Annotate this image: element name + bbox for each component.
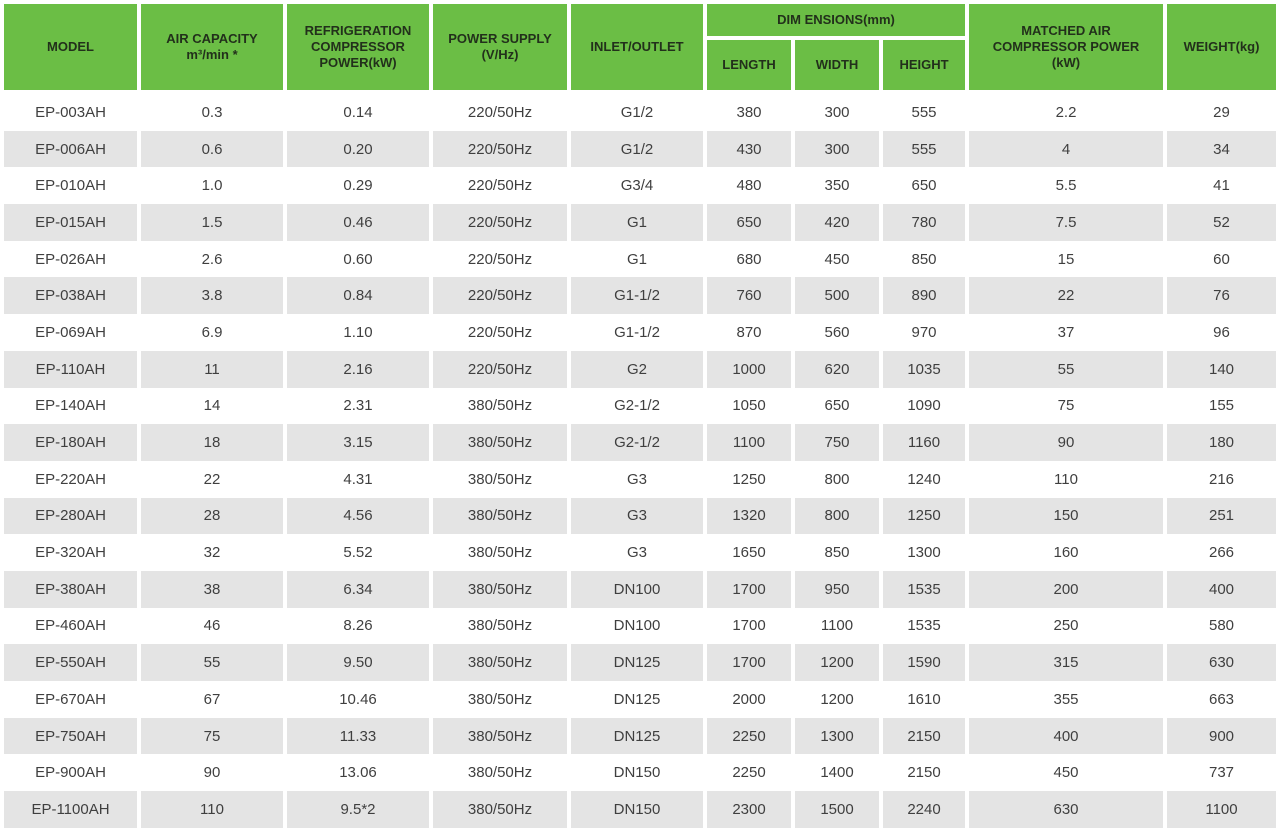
table-row <box>4 424 1276 461</box>
cell-width: 560 <box>795 314 879 351</box>
cell-model: EP-003AH <box>4 94 137 131</box>
cell-power-supply: 380/50Hz <box>433 424 567 461</box>
cell-refrigeration-power: 0.46 <box>287 204 429 241</box>
cell-power-supply: 380/50Hz <box>433 791 567 828</box>
cell-height: 970 <box>883 314 965 351</box>
cell-length: 1000 <box>707 351 791 388</box>
cell-model: EP-110AH <box>4 351 137 388</box>
table-row <box>4 351 1276 388</box>
cell-power-supply: 380/50Hz <box>433 571 567 608</box>
col-header-matched-power: MATCHED AIR COMPRESSOR POWER (kW) <box>969 4 1163 94</box>
cell-height: 2150 <box>883 718 965 755</box>
cell-refrigeration-power: 11.33 <box>287 718 429 755</box>
cell-length: 430 <box>707 131 791 168</box>
cell-model: EP-069AH <box>4 314 137 351</box>
cell-power-supply: 220/50Hz <box>433 94 567 131</box>
cell-height: 890 <box>883 277 965 314</box>
cell-height: 850 <box>883 241 965 278</box>
header-row-top <box>4 4 1276 40</box>
cell-model: EP-550AH <box>4 644 137 681</box>
cell-air-capacity: 90 <box>141 754 283 791</box>
cell-power-supply: 220/50Hz <box>433 204 567 241</box>
cell-model: EP-026AH <box>4 241 137 278</box>
col-header-model: MODEL <box>4 4 137 94</box>
cell-air-capacity: 18 <box>141 424 283 461</box>
cell-air-capacity: 1.0 <box>141 167 283 204</box>
cell-width: 500 <box>795 277 879 314</box>
table-row <box>4 461 1276 498</box>
cell-height: 2150 <box>883 754 965 791</box>
cell-air-capacity: 38 <box>141 571 283 608</box>
cell-weight: 76 <box>1167 277 1276 314</box>
cell-air-capacity: 11 <box>141 351 283 388</box>
cell-height: 1610 <box>883 681 965 718</box>
col-header-width: WIDTH <box>795 40 879 94</box>
cell-length: 870 <box>707 314 791 351</box>
cell-inlet-outlet: G2-1/2 <box>571 424 703 461</box>
cell-height: 1590 <box>883 644 965 681</box>
col-header-dimensions-group: DIM ENSIONS(mm) <box>707 4 965 40</box>
cell-height: 1240 <box>883 461 965 498</box>
cell-refrigeration-power: 10.46 <box>287 681 429 718</box>
cell-length: 1700 <box>707 608 791 645</box>
cell-matched-power: 7.5 <box>969 204 1163 241</box>
cell-matched-power: 75 <box>969 388 1163 425</box>
cell-refrigeration-power: 4.31 <box>287 461 429 498</box>
cell-model: EP-280AH <box>4 498 137 535</box>
cell-weight: 663 <box>1167 681 1276 718</box>
cell-model: EP-180AH <box>4 424 137 461</box>
cell-matched-power: 15 <box>969 241 1163 278</box>
cell-height: 1535 <box>883 608 965 645</box>
cell-height: 1035 <box>883 351 965 388</box>
cell-inlet-outlet: G1-1/2 <box>571 277 703 314</box>
cell-length: 1100 <box>707 424 791 461</box>
table-row <box>4 241 1276 278</box>
cell-model: EP-010AH <box>4 167 137 204</box>
cell-length: 1050 <box>707 388 791 425</box>
cell-length: 2250 <box>707 718 791 755</box>
cell-length: 680 <box>707 241 791 278</box>
cell-length: 1320 <box>707 498 791 535</box>
cell-air-capacity: 28 <box>141 498 283 535</box>
col-header-air-capacity-label: AIR CAPACITY <box>166 30 258 46</box>
cell-inlet-outlet: G3 <box>571 534 703 571</box>
cell-refrigeration-power: 0.14 <box>287 94 429 131</box>
cell-refrigeration-power: 0.29 <box>287 167 429 204</box>
col-header-air-capacity-unit: m³/min * <box>186 47 238 62</box>
cell-inlet-outlet: G1 <box>571 241 703 278</box>
cell-width: 300 <box>795 94 879 131</box>
cell-inlet-outlet: G1-1/2 <box>571 314 703 351</box>
cell-height: 650 <box>883 167 965 204</box>
cell-matched-power: 5.5 <box>969 167 1163 204</box>
cell-air-capacity: 110 <box>141 791 283 828</box>
cell-length: 2250 <box>707 754 791 791</box>
cell-weight: 251 <box>1167 498 1276 535</box>
cell-inlet-outlet: DN125 <box>571 718 703 755</box>
cell-air-capacity: 32 <box>141 534 283 571</box>
cell-length: 760 <box>707 277 791 314</box>
cell-model: EP-038AH <box>4 277 137 314</box>
cell-inlet-outlet: G3 <box>571 498 703 535</box>
cell-matched-power: 4 <box>969 131 1163 168</box>
cell-width: 800 <box>795 461 879 498</box>
cell-power-supply: 220/50Hz <box>433 131 567 168</box>
cell-air-capacity: 75 <box>141 718 283 755</box>
table-row <box>4 534 1276 571</box>
cell-air-capacity: 3.8 <box>141 277 283 314</box>
cell-inlet-outlet: DN150 <box>571 791 703 828</box>
table-body <box>4 94 1276 828</box>
table-row <box>4 681 1276 718</box>
cell-length: 1700 <box>707 571 791 608</box>
cell-refrigeration-power: 0.20 <box>287 131 429 168</box>
col-header-air-capacity <box>141 4 283 94</box>
cell-width: 300 <box>795 131 879 168</box>
col-header-inlet-outlet: INLET/OUTLET <box>571 4 703 94</box>
col-header-power-supply <box>433 4 567 94</box>
cell-refrigeration-power: 0.60 <box>287 241 429 278</box>
cell-model: EP-670AH <box>4 681 137 718</box>
cell-matched-power: 22 <box>969 277 1163 314</box>
cell-power-supply: 220/50Hz <box>433 351 567 388</box>
cell-height: 555 <box>883 94 965 131</box>
cell-weight: 96 <box>1167 314 1276 351</box>
cell-length: 1650 <box>707 534 791 571</box>
cell-inlet-outlet: DN100 <box>571 571 703 608</box>
cell-power-supply: 380/50Hz <box>433 388 567 425</box>
cell-power-supply: 380/50Hz <box>433 754 567 791</box>
cell-air-capacity: 55 <box>141 644 283 681</box>
cell-width: 420 <box>795 204 879 241</box>
cell-weight: 216 <box>1167 461 1276 498</box>
cell-height: 2240 <box>883 791 965 828</box>
cell-model: EP-460AH <box>4 608 137 645</box>
cell-inlet-outlet: G1/2 <box>571 131 703 168</box>
cell-weight: 400 <box>1167 571 1276 608</box>
cell-matched-power: 400 <box>969 718 1163 755</box>
cell-width: 1200 <box>795 644 879 681</box>
cell-power-supply: 380/50Hz <box>433 718 567 755</box>
cell-model: EP-750AH <box>4 718 137 755</box>
cell-refrigeration-power: 3.15 <box>287 424 429 461</box>
cell-air-capacity: 46 <box>141 608 283 645</box>
cell-weight: 41 <box>1167 167 1276 204</box>
cell-refrigeration-power: 13.06 <box>287 754 429 791</box>
table-row <box>4 718 1276 755</box>
cell-air-capacity: 1.5 <box>141 204 283 241</box>
table-row <box>4 498 1276 535</box>
cell-refrigeration-power: 1.10 <box>287 314 429 351</box>
cell-air-capacity: 6.9 <box>141 314 283 351</box>
cell-model: EP-006AH <box>4 131 137 168</box>
cell-air-capacity: 67 <box>141 681 283 718</box>
cell-length: 2000 <box>707 681 791 718</box>
col-header-length: LENGTH <box>707 40 791 94</box>
cell-air-capacity: 22 <box>141 461 283 498</box>
cell-weight: 60 <box>1167 241 1276 278</box>
cell-power-supply: 220/50Hz <box>433 167 567 204</box>
col-header-power-supply-label: POWER SUPPLY <box>448 30 552 46</box>
cell-weight: 180 <box>1167 424 1276 461</box>
table-row <box>4 388 1276 425</box>
cell-weight: 52 <box>1167 204 1276 241</box>
cell-width: 650 <box>795 388 879 425</box>
cell-inlet-outlet: G3/4 <box>571 167 703 204</box>
cell-height: 1250 <box>883 498 965 535</box>
cell-inlet-outlet: G3 <box>571 461 703 498</box>
cell-power-supply: 380/50Hz <box>433 534 567 571</box>
cell-length: 1250 <box>707 461 791 498</box>
cell-power-supply: 380/50Hz <box>433 461 567 498</box>
cell-power-supply: 220/50Hz <box>433 241 567 278</box>
cell-height: 1535 <box>883 571 965 608</box>
cell-model: EP-380AH <box>4 571 137 608</box>
cell-matched-power: 315 <box>969 644 1163 681</box>
cell-inlet-outlet: G1 <box>571 204 703 241</box>
cell-refrigeration-power: 5.52 <box>287 534 429 571</box>
cell-inlet-outlet: DN150 <box>571 754 703 791</box>
cell-width: 1400 <box>795 754 879 791</box>
col-header-refrigeration-power: REFRIGERATION COMPRESSOR POWER(kW) <box>287 4 429 94</box>
cell-length: 650 <box>707 204 791 241</box>
cell-power-supply: 380/50Hz <box>433 644 567 681</box>
cell-width: 350 <box>795 167 879 204</box>
cell-power-supply: 380/50Hz <box>433 498 567 535</box>
cell-air-capacity: 2.6 <box>141 241 283 278</box>
cell-inlet-outlet: G1/2 <box>571 94 703 131</box>
cell-inlet-outlet: G2-1/2 <box>571 388 703 425</box>
cell-matched-power: 2.2 <box>969 94 1163 131</box>
table-row <box>4 94 1276 131</box>
cell-model: EP-320AH <box>4 534 137 571</box>
cell-weight: 630 <box>1167 644 1276 681</box>
cell-inlet-outlet: DN100 <box>571 608 703 645</box>
cell-power-supply: 380/50Hz <box>433 608 567 645</box>
cell-height: 1090 <box>883 388 965 425</box>
cell-weight: 140 <box>1167 351 1276 388</box>
cell-refrigeration-power: 8.26 <box>287 608 429 645</box>
table-row <box>4 608 1276 645</box>
cell-height: 1160 <box>883 424 965 461</box>
cell-weight: 900 <box>1167 718 1276 755</box>
cell-width: 850 <box>795 534 879 571</box>
cell-width: 450 <box>795 241 879 278</box>
cell-weight: 580 <box>1167 608 1276 645</box>
cell-height: 780 <box>883 204 965 241</box>
cell-height: 555 <box>883 131 965 168</box>
cell-power-supply: 380/50Hz <box>433 681 567 718</box>
cell-matched-power: 160 <box>969 534 1163 571</box>
cell-model: EP-140AH <box>4 388 137 425</box>
table-row <box>4 791 1276 828</box>
cell-width: 800 <box>795 498 879 535</box>
cell-height: 1300 <box>883 534 965 571</box>
cell-power-supply: 220/50Hz <box>433 314 567 351</box>
cell-refrigeration-power: 2.16 <box>287 351 429 388</box>
cell-width: 1300 <box>795 718 879 755</box>
cell-width: 1100 <box>795 608 879 645</box>
cell-air-capacity: 0.6 <box>141 131 283 168</box>
cell-width: 620 <box>795 351 879 388</box>
cell-air-capacity: 0.3 <box>141 94 283 131</box>
cell-width: 950 <box>795 571 879 608</box>
cell-inlet-outlet: DN125 <box>571 644 703 681</box>
cell-length: 1700 <box>707 644 791 681</box>
cell-inlet-outlet: G2 <box>571 351 703 388</box>
cell-matched-power: 150 <box>969 498 1163 535</box>
cell-weight: 1100 <box>1167 791 1276 828</box>
cell-length: 480 <box>707 167 791 204</box>
cell-air-capacity: 14 <box>141 388 283 425</box>
table-row <box>4 167 1276 204</box>
cell-matched-power: 250 <box>969 608 1163 645</box>
table-row <box>4 204 1276 241</box>
cell-matched-power: 355 <box>969 681 1163 718</box>
cell-weight: 29 <box>1167 94 1276 131</box>
cell-model: EP-015AH <box>4 204 137 241</box>
table-row <box>4 131 1276 168</box>
cell-inlet-outlet: DN125 <box>571 681 703 718</box>
cell-weight: 155 <box>1167 388 1276 425</box>
col-header-power-supply-unit: (V/Hz) <box>481 47 519 62</box>
table-row <box>4 277 1276 314</box>
table-row <box>4 314 1276 351</box>
table-row <box>4 644 1276 681</box>
cell-matched-power: 450 <box>969 754 1163 791</box>
cell-matched-power: 630 <box>969 791 1163 828</box>
cell-matched-power: 200 <box>969 571 1163 608</box>
cell-refrigeration-power: 6.34 <box>287 571 429 608</box>
cell-refrigeration-power: 9.50 <box>287 644 429 681</box>
cell-weight: 737 <box>1167 754 1276 791</box>
cell-width: 750 <box>795 424 879 461</box>
cell-refrigeration-power: 9.5*2 <box>287 791 429 828</box>
cell-length: 380 <box>707 94 791 131</box>
cell-model: EP-220AH <box>4 461 137 498</box>
cell-width: 1500 <box>795 791 879 828</box>
cell-length: 2300 <box>707 791 791 828</box>
cell-weight: 266 <box>1167 534 1276 571</box>
cell-model: EP-1100AH <box>4 791 137 828</box>
spec-table <box>0 4 1280 828</box>
cell-matched-power: 55 <box>969 351 1163 388</box>
cell-weight: 34 <box>1167 131 1276 168</box>
cell-refrigeration-power: 4.56 <box>287 498 429 535</box>
table-row <box>4 571 1276 608</box>
cell-matched-power: 90 <box>969 424 1163 461</box>
cell-matched-power: 110 <box>969 461 1163 498</box>
cell-power-supply: 220/50Hz <box>433 277 567 314</box>
table-header <box>4 4 1276 94</box>
cell-width: 1200 <box>795 681 879 718</box>
cell-refrigeration-power: 2.31 <box>287 388 429 425</box>
col-header-weight: WEIGHT(kg) <box>1167 4 1276 94</box>
cell-matched-power: 37 <box>969 314 1163 351</box>
cell-refrigeration-power: 0.84 <box>287 277 429 314</box>
table-row <box>4 754 1276 791</box>
cell-model: EP-900AH <box>4 754 137 791</box>
col-header-height: HEIGHT <box>883 40 965 94</box>
